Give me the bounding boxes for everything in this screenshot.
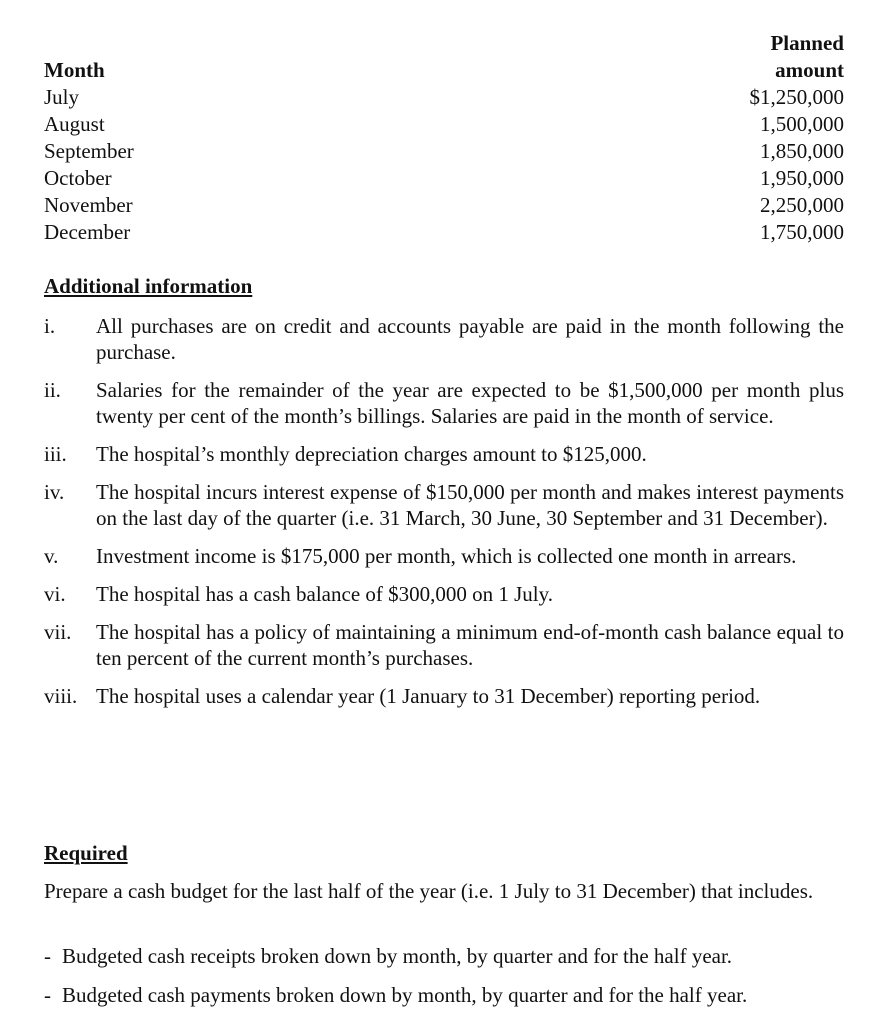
table-row [44,219,844,246]
list-item-text: The hospital has a policy of maintaining a minimum end-of-month cash balance equal to ten percent of the current month’s purchases. [96,620,844,670]
month-cell: August [44,112,105,136]
list-item [44,313,844,365]
required-bullet-list [44,943,844,1021]
column-header-month: Month [44,58,105,82]
list-item-number: viii. [44,684,78,708]
table-body [44,84,844,246]
document-page [44,30,844,1007]
amount-cell: 1,750,000 [760,220,844,244]
list-item-text: The hospital incurs interest expense of $150,000 per month and makes interest payments on the last day of the quarter (i.e. 31 March, 30 June, 30 September and 31 December). [96,480,844,530]
required-instruction: Prepare a cash budget for the last half of the year (i.e. 1 July to 31 December) that includes. [44,879,814,903]
list-item-text: All purchases are on credit and accounts payable are paid in the month following the purchase. [96,314,844,364]
list-item-text: The hospital has a cash balance of $300,000 on 1 July. [96,582,554,606]
bullet-item [44,943,844,969]
planned-amount-table [44,30,844,252]
list-item-number: iv. [44,480,65,504]
list-item [44,619,844,671]
month-cell: December [44,220,131,244]
list-item [44,543,844,569]
amount-cell: 2,250,000 [760,193,844,217]
bullet-dash: - [44,983,51,1007]
bullet-item [44,982,844,1008]
header-planned-line1: Planned [770,31,844,55]
table-row [44,165,844,192]
list-item-number: v. [44,544,59,568]
amount-cell: 1,500,000 [760,112,844,136]
column-header-planned-amount [770,30,844,84]
month-cell: October [44,166,112,190]
table-row [44,84,844,111]
list-item-number: ii. [44,378,61,402]
list-item [44,581,844,607]
list-item-text: The hospital’s monthly depreciation charges amount to $125,000. [96,442,647,466]
bullet-dash: - [44,944,51,968]
list-item-number: vii. [44,620,72,644]
list-item [44,441,844,467]
list-item-number: iii. [44,442,67,466]
month-cell: July [44,85,80,109]
month-cell: November [44,193,133,217]
list-item-number: i. [44,314,56,338]
amount-cell: $1,250,000 [749,85,844,109]
header-planned-line2: amount [775,58,844,82]
list-item [44,479,844,531]
list-item-text: The hospital uses a calendar year (1 January to 31 December) reporting period. [96,684,761,708]
list-item-text: Salaries for the remainder of the year are expected to be $1,500,000 per month plus twenty per cent of the month’s billings. Salaries are paid in the month of service. [96,378,844,428]
list-item-number: vi. [44,582,66,606]
table-row [44,138,844,165]
month-cell: September [44,139,134,163]
amount-cell: 1,950,000 [760,166,844,190]
list-item [44,683,844,709]
list-item [44,377,844,429]
amount-cell: 1,850,000 [760,139,844,163]
table-row [44,111,844,138]
required-heading: Required [44,841,128,865]
list-item-text: Investment income is $175,000 per month, which is collected one month in arrears. [96,544,797,568]
additional-information-list [44,313,844,721]
bullet-text: Budgeted cash payments broken down by month, by quarter and for the half year. [62,983,748,1007]
additional-information-heading: Additional information [44,274,253,298]
bullet-text: Budgeted cash receipts broken down by month, by quarter and for the half year. [62,944,733,968]
table-row [44,192,844,219]
